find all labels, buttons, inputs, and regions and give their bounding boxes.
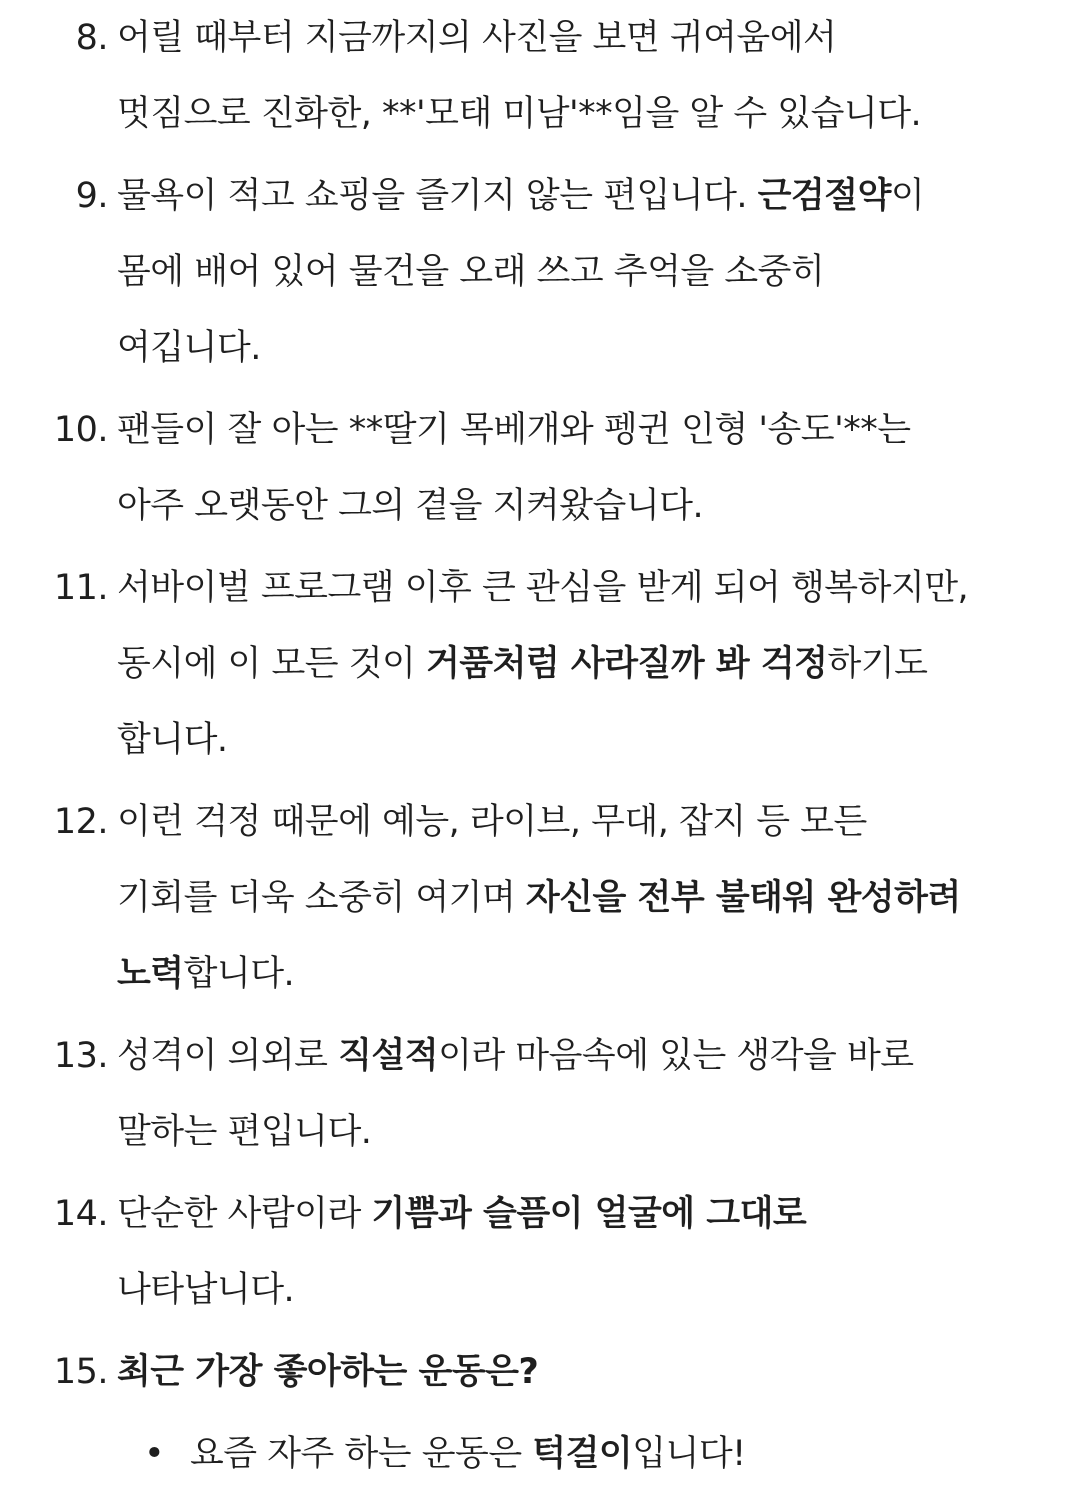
list-item (0, 784, 1080, 1012)
list-item-line (117, 76, 1040, 152)
list-item-line (117, 784, 1040, 860)
list-item-number: 11. (53, 568, 108, 608)
bullet-dot-icon: • (144, 1434, 165, 1474)
list-item-line (117, 1176, 1040, 1252)
list-item-line (117, 1252, 1040, 1328)
bold-text: 근검절약 (757, 176, 891, 216)
list-item-line (117, 1334, 1040, 1410)
list-item-number: 9. (75, 176, 108, 216)
text-segment: 단순한 사람이라 (117, 1194, 372, 1234)
bold-text: 노력 (117, 954, 184, 994)
bold-text: 직설적 (338, 1036, 439, 1076)
list-item (0, 1334, 1080, 1410)
text-segment: 아주 오랫동안 그의 곁을 지켜왔습니다. (117, 486, 704, 526)
list-item (0, 1176, 1080, 1328)
text-segment: 합니다. (183, 954, 295, 994)
list-item-number: 13. (53, 1036, 108, 1076)
list-item (0, 158, 1080, 386)
text-segment: 말하는 편입니다. (117, 1112, 372, 1152)
text-segment: 요즘 자주 하는 운동은 (190, 1434, 533, 1474)
text-segment: 이 (890, 176, 925, 216)
list-item (0, 0, 1080, 152)
text-segment: 서바이벌 프로그램 이후 큰 관심을 받게 되어 행복하지만, (117, 568, 969, 608)
text-segment: 동시에 이 모든 것이 (117, 644, 426, 684)
list-item-number: 15. (53, 1352, 108, 1392)
text-segment: 하기도 (827, 644, 928, 684)
bold-text: 자신을 전부 불태워 완성하려 (525, 878, 961, 918)
text-segment: 기회를 더욱 소중히 여기며 (117, 878, 526, 918)
text-segment: 입니다! (632, 1434, 746, 1474)
list-item-number: 14. (53, 1194, 108, 1234)
bold-text: 기쁨과 슬픔이 얼굴에 그대로 (371, 1194, 807, 1234)
list-item-line (117, 0, 1040, 76)
list-item-number: 10. (53, 410, 108, 450)
list-item-line (117, 468, 1040, 544)
list-item-line (117, 702, 1040, 778)
text-segment: 합니다. (117, 720, 228, 760)
list-item-line (117, 860, 1040, 936)
text-segment: 몸에 배어 있어 물건을 오래 쓰고 추억을 소중히 (117, 252, 825, 292)
text-segment: 어릴 때부터 지금까지의 사진을 보면 귀여움에서 (117, 18, 837, 58)
list-item-line (117, 234, 1040, 310)
list-item (0, 550, 1080, 778)
list-item (0, 392, 1080, 544)
list-item-line (117, 158, 1040, 234)
list-item (0, 1018, 1080, 1170)
list-item-line (117, 1094, 1040, 1170)
bold-text: 거품처럼 사라질까 봐 걱정 (425, 644, 828, 684)
list-item-line (117, 310, 1040, 386)
list-item-number: 8. (75, 18, 108, 58)
text-segment: 이런 걱정 때문에 예능, 라이브, 무대, 잡지 등 모든 (117, 802, 867, 842)
list-item-line (117, 550, 1040, 626)
text-segment: 물욕이 적고 쇼핑을 즐기지 않는 편입니다. (117, 176, 758, 216)
list-item-line (117, 626, 1040, 702)
list-item-line (117, 392, 1040, 468)
bold-text: 턱걸이 (532, 1434, 633, 1474)
list-item-line (117, 1018, 1040, 1094)
bullet-item-line (190, 1416, 1080, 1492)
bold-text: 최근 가장 좋아하는 운동은? (117, 1352, 539, 1392)
text-segment: 여깁니다. (117, 328, 261, 368)
list-item-number: 12. (53, 802, 108, 842)
text-segment: 팬들이 잘 아는 **딸기 목베개와 펭귄 인형 '송도'**는 (117, 410, 911, 450)
list-item-line (117, 936, 1040, 1012)
text-segment: 멋짐으로 진화한, **'모태 미남'**임을 알 수 있습니다. (117, 94, 922, 134)
bullet-item (0, 1416, 1080, 1492)
text-segment: 나타납니다. (117, 1270, 295, 1310)
text-segment: 성격이 의외로 (117, 1036, 339, 1076)
text-segment: 이라 마음속에 있는 생각을 바로 (438, 1036, 914, 1076)
